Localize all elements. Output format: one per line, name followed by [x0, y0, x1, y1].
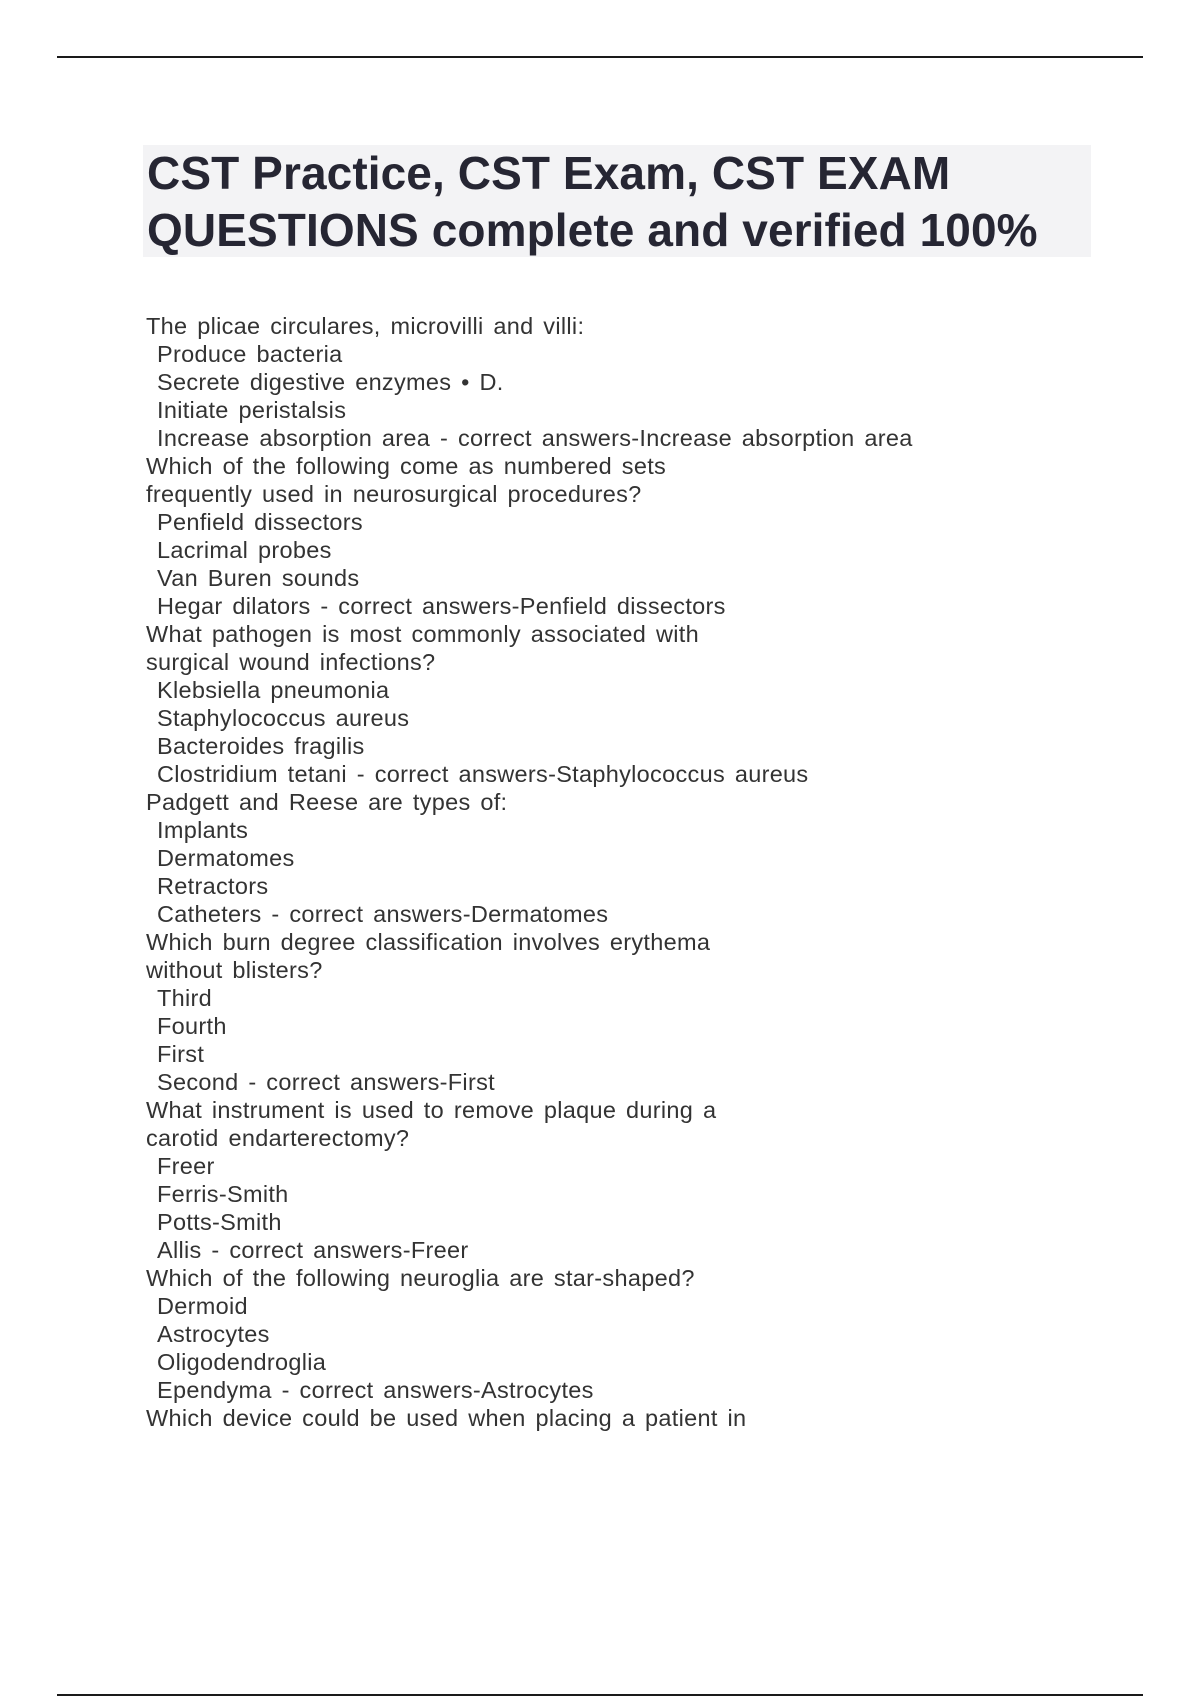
answer-option: Allis - correct answers-Freer — [157, 1237, 469, 1263]
answer-option: Potts-Smith — [157, 1209, 282, 1235]
answer-option: Klebsiella pneumonia — [157, 677, 390, 703]
answer-option: Implants — [157, 817, 249, 843]
title-line: CST Practice, CST Exam, CST EXAM — [147, 147, 951, 199]
title-line: QUESTIONS complete and verified 100% — [147, 204, 1038, 256]
answer-option: Increase absorption area - correct answers-Increase absorption area — [157, 425, 913, 451]
question-text: Padgett and Reese are types of: — [146, 789, 508, 815]
question-text: frequently used in neurosurgical procedures? — [146, 481, 642, 507]
answer-option: Dermoid — [157, 1293, 248, 1319]
answer-option: Hegar dilators - correct answers-Penfield dissectors — [157, 593, 726, 619]
answer-option: Ferris-Smith — [157, 1181, 289, 1207]
answer-option: Catheters - correct answers-Dermatomes — [157, 901, 609, 927]
answer-option: Dermatomes — [157, 845, 295, 871]
question-text: Which of the following neuroglia are star-shaped? — [146, 1265, 695, 1291]
answer-option: Second - correct answers-First — [157, 1069, 495, 1095]
question-text: without blisters? — [146, 957, 323, 983]
answer-option: Freer — [157, 1153, 215, 1179]
answer-option: Lacrimal probes — [157, 537, 332, 563]
answer-option: Staphylococcus aureus — [157, 705, 410, 731]
question-text: surgical wound infections? — [146, 649, 436, 675]
document-title — [143, 145, 1091, 257]
answer-option: Oligodendroglia — [157, 1349, 327, 1375]
answer-option: Clostridium tetani - correct answers-Staphylococcus aureus — [157, 761, 809, 787]
answer-option: Initiate peristalsis — [157, 397, 347, 423]
footer-rule — [57, 1694, 1143, 1696]
question-text: What pathogen is most commonly associated with — [146, 621, 699, 647]
answer-option: Fourth — [157, 1013, 227, 1039]
question-text: Which device could be used when placing a patient in — [146, 1405, 747, 1431]
answer-option: Bacteroides fragilis — [157, 733, 365, 759]
answer-option: Ependyma - correct answers-Astrocytes — [157, 1377, 594, 1403]
question-text: Which burn degree classification involves erythema — [146, 929, 711, 955]
answer-option: Retractors — [157, 873, 269, 899]
answer-option: First — [157, 1041, 205, 1067]
question-text: Which of the following come as numbered sets — [146, 453, 667, 479]
answer-option: Produce bacteria — [157, 341, 343, 367]
answer-option: Third — [157, 985, 213, 1011]
answer-option: Secrete digestive enzymes • D. — [157, 369, 504, 395]
answer-option: Van Buren sounds — [157, 565, 360, 591]
question-text: carotid endarterectomy? — [146, 1125, 410, 1151]
question-list — [146, 312, 1146, 1432]
question-text: What instrument is used to remove plaque during a — [146, 1097, 717, 1123]
header-rule — [57, 56, 1143, 58]
question-text: The plicae circulares, microvilli and villi: — [146, 313, 585, 339]
answer-option: Penfield dissectors — [157, 509, 363, 535]
answer-option: Astrocytes — [157, 1321, 270, 1347]
